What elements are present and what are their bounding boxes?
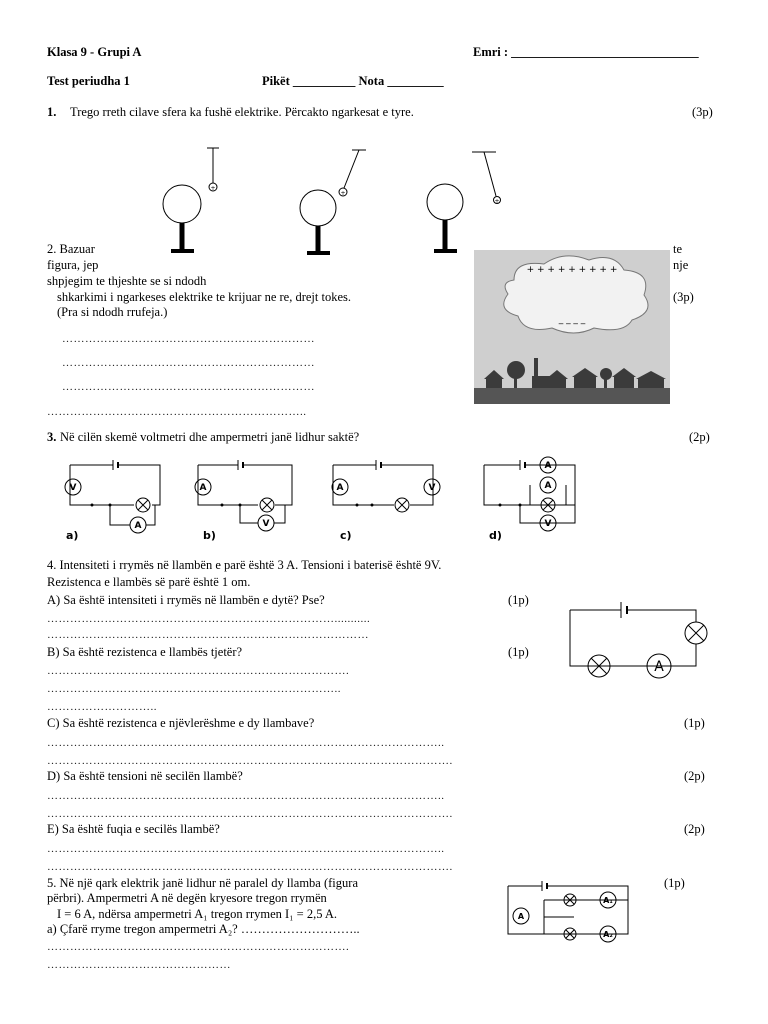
circuit-b	[195, 460, 292, 531]
circuit-c	[332, 460, 440, 512]
q2-answer-line-2[interactable]: …………………………………………………………	[62, 357, 315, 369]
q4e-points: (2p)	[684, 822, 705, 836]
circuit-b-label: b)	[203, 529, 216, 542]
q2-answer-line-1[interactable]: …………………………………………………………	[62, 333, 315, 345]
q4b-points: (1p)	[508, 645, 529, 659]
q2-line3: shpjegim te thjeshte se si ndodh	[47, 274, 207, 288]
q5-ammeter-A2-label: A₂	[603, 930, 613, 939]
circuit-d	[484, 457, 575, 531]
circuit-c-label: c)	[340, 529, 352, 542]
q4e-text: E) Sa është fuqia e secilës llambë?	[47, 822, 220, 836]
q2-line1-right: te	[673, 242, 683, 256]
q5-ammeter-A-label: A	[517, 912, 525, 921]
circuit-a	[65, 460, 160, 533]
circuit-c-ammeter-label: A	[336, 483, 344, 493]
circuit-d-label: d)	[489, 529, 502, 542]
q4c-answer-line-2[interactable]: …………………………………………………………………………………………….	[47, 755, 453, 767]
circuit-b-ammeter-label: A	[199, 483, 207, 493]
sphere-stand-2	[300, 150, 366, 253]
circuit-c-voltmeter-label: V	[428, 483, 436, 493]
q4-line1: 4. Intensiteti i rrymës në llambën e parë është 3 A. Tensioni i baterisë është 9V.	[47, 558, 442, 572]
storm-cloud-picture	[474, 250, 670, 404]
q4-ammeter-label: A	[654, 659, 664, 675]
circuit-d-voltmeter-label: V	[544, 519, 552, 529]
q5-answer-line-2[interactable]: …………………………………………	[47, 959, 231, 971]
q4a-text: A) Sa është intensiteti i rrymës në llambën e dytë? Pse?	[47, 593, 325, 607]
q4c-answer-line-1[interactable]: …………………………………………………………………………………………..	[47, 737, 445, 749]
circuit-a-label: a)	[66, 529, 79, 542]
q4d-answer-line-2[interactable]: …………………………………………………………………………………………….	[47, 808, 453, 820]
charge-plus-3: +	[494, 198, 500, 205]
q3-number: 3.	[47, 430, 57, 444]
q4d-text: D) Sa është tensioni në secilën llambë?	[47, 769, 243, 783]
q2-answer-line-3[interactable]: …………………………………………………………	[62, 381, 315, 393]
q2-line2: figura, jep	[47, 258, 99, 272]
q2-line2-right: nje	[673, 258, 689, 272]
circuit-a-ammeter-label: A	[134, 521, 142, 531]
charge-plus-2: +	[340, 190, 346, 197]
q1-points: (3p)	[692, 105, 713, 119]
q4b-answer-line-3[interactable]: ………………………..	[47, 701, 157, 713]
q4b-answer-line-1[interactable]: …………………………………………………………………….	[47, 665, 350, 677]
q5-answer-line-1[interactable]: …………………………………………………………………….	[47, 941, 350, 953]
q4b-text: B) Sa është rezistenca e llambës tjetër?	[47, 645, 243, 659]
circuit-d-ammeter-label: A	[544, 481, 552, 491]
q4d-answer-line-1[interactable]: …………………………………………………………………………………………..	[47, 790, 445, 802]
cloud-negative-charges: _ _ _ _	[558, 315, 586, 325]
q4d-points: (2p)	[684, 769, 705, 783]
circuit-d-ammeter-label-top: A	[544, 461, 552, 471]
class-label: Klasa 9 - Grupi A	[47, 45, 142, 59]
circuit-a-voltmeter-label: V	[69, 483, 77, 493]
q5-points: (1p)	[664, 876, 685, 890]
q4-circuit-figure	[566, 600, 716, 675]
q4c-text: C) Sa është rezistenca e njëvlerëshme e dy llambave?	[47, 716, 315, 730]
q5-ammeter-A1-label: A₁	[603, 896, 613, 905]
q5-line2: përbri). Ampermetri A në degën kryesore tregon rrymën	[47, 891, 327, 905]
q5-line3: I = 6 A, ndërsa ampermetri A₁ tregon rrymen I₁ = 2,5 A.	[57, 907, 338, 921]
sphere-stand-3	[427, 152, 501, 251]
test-title: Test periudha 1	[47, 74, 130, 88]
q4e-answer-line-2[interactable]: …………………………………………………………………………………………….	[47, 861, 453, 873]
q4b-answer-line-2[interactable]: …………………………………………………………………..	[47, 683, 341, 695]
q2-line5: (Pra si ndodh rrufeja.)	[57, 305, 168, 319]
q2-line4: shkarkimi i ngarkeses elektrike te krijuar ne re, drejt tokes.	[57, 290, 351, 304]
q4-line2: Rezistenca e llambës së parë është 1 om.	[47, 575, 251, 589]
q1-number: 1.	[47, 105, 57, 119]
q4a-answer-line-1[interactable]: …………………………………………………………………...........	[47, 613, 371, 625]
circuit-b-voltmeter-label: V	[262, 519, 270, 529]
points-grade-field[interactable]: Pikët __________ Nota _________	[262, 74, 444, 88]
q4e-answer-line-1[interactable]: …………………………………………………………………………………………..	[47, 843, 445, 855]
name-field[interactable]: Emri : ______________________________	[473, 45, 699, 59]
q2-points: (3p)	[673, 290, 694, 304]
cloud-positive-charges: + + + + + + + + +	[526, 265, 618, 275]
q3-text: Në cilën skemë voltmetri dhe ampermetri janë lidhur saktë?	[60, 430, 360, 444]
q4c-points: (1p)	[684, 716, 705, 730]
q2-line1: 2. Bazuar	[47, 242, 95, 256]
q5-circuit-figure	[504, 880, 644, 940]
q5-line1: 5. Në një qark elektrik janë lidhur në paralel dy llamba (figura	[47, 876, 358, 890]
q4a-answer-line-2[interactable]: …………………………………………………………………………	[47, 629, 369, 641]
q5-line4: a) Çfarë rryme tregon ampermetri A₂? ………………………..	[47, 922, 360, 936]
q3-circuits-figure	[0, 455, 768, 545]
q3-points: (2p)	[689, 430, 710, 444]
charge-plus-1: +	[210, 185, 216, 192]
q4a-points: (1p)	[508, 593, 529, 607]
sphere-stand-1	[163, 148, 219, 251]
q2-answer-line-4[interactable]: …………………………………………………………..	[47, 406, 307, 418]
q1-text: Trego rreth cilave sfera ka fushë elektrike. Përcakto ngarkesat e tyre.	[70, 105, 414, 119]
